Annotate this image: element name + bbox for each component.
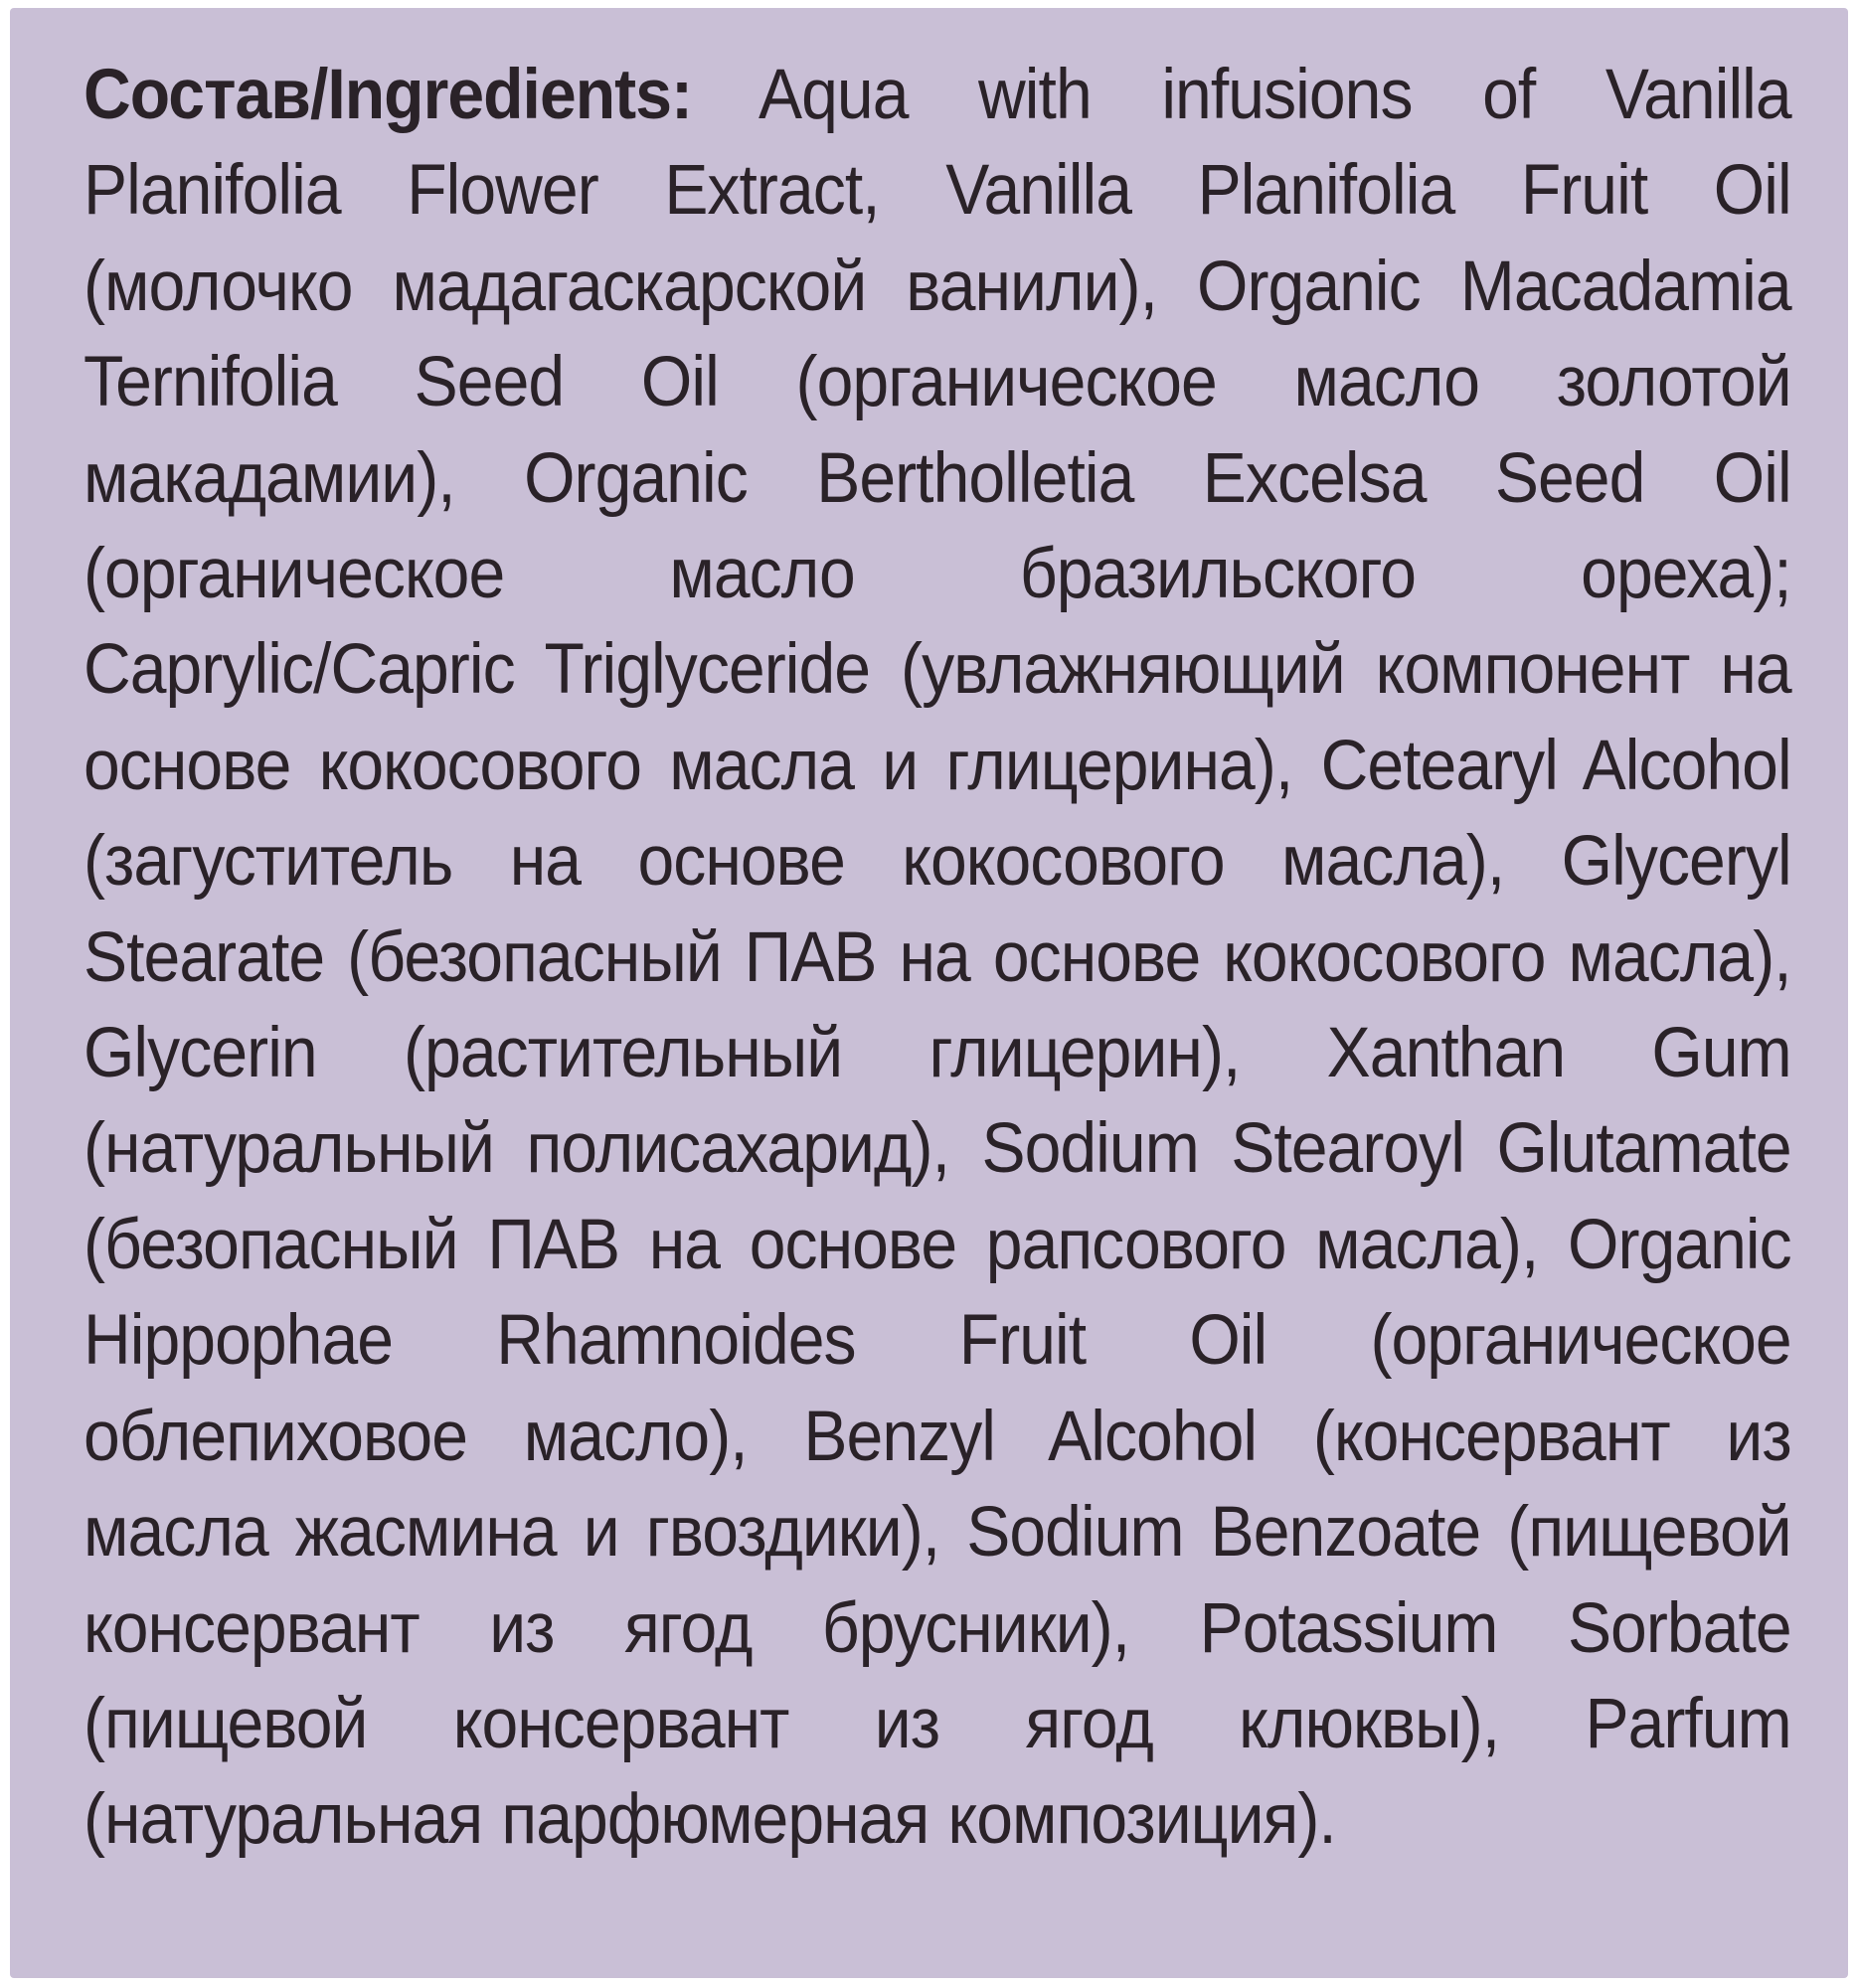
ingredients-heading: Состав/Ingredients: [84, 56, 693, 134]
ingredients-paragraph [84, 48, 1791, 1869]
ingredients-text: Aqua with infusions of Vanilla Planifolia Flower Extract, Vanilla Planifolia Fruit Oil (молочко мадагаскарской ванили), Organic Macadamia Ternifolia Seed Oil (органическое масло золотой макадамии), Organic Bertholletia Excelsa Seed Oil (органическое масло бразильского ореха); Caprylic/Capric Triglyceride (увлажняющий компонент на основе кокосового масла и глицерина), Cetearyl Alcohol (загуститель на основе кокосового масла), Glyceryl Stearate (безопасный ПАВ на основе кокосового масла), Glycerin (растительный глицерин), Xanthan Gum (натуральный полисахарид), Sodium Stearoyl Glutamate (безопасный ПАВ на основе рапсового масла), Organic Hippophae Rhamnoides Fruit Oil (органическое облепиховое масло), Benzyl Alcohol (консервант из масла жасмина и гвоздики), Sodium Benzoate (пищевой консервант из ягод брусники), Potassium Sorbate (пищевой консервант из ягод клюквы), Parfum (натуральная парфюмерная композиция). [84, 56, 1791, 1860]
ingredients-label [10, 8, 1848, 1978]
